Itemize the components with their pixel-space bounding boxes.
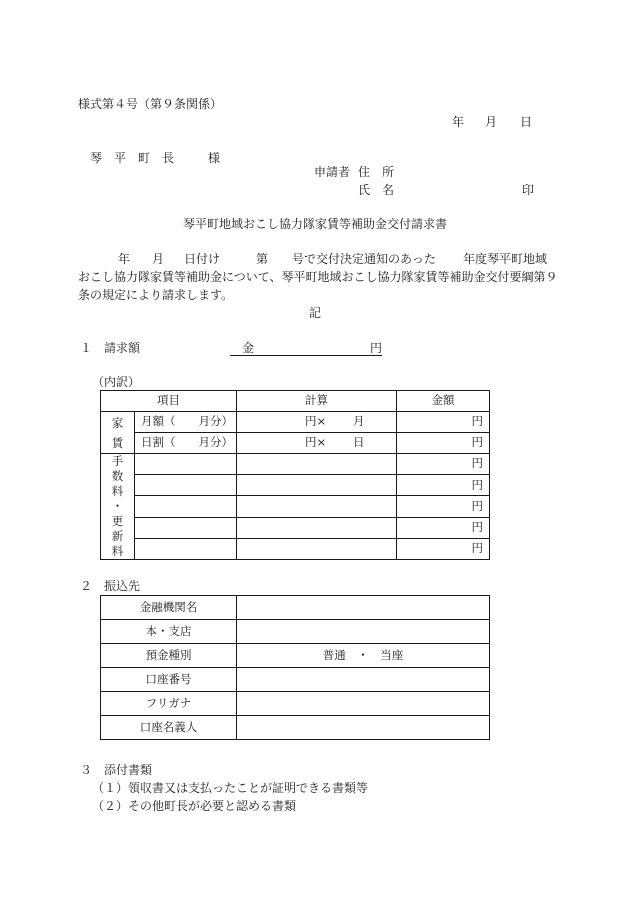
body-month: 月 bbox=[152, 252, 165, 266]
fee-calc-cell bbox=[237, 538, 397, 559]
bank-row-label: 金融機関名 bbox=[101, 596, 237, 620]
fee-calc-cell bbox=[237, 454, 397, 475]
bank-row-value bbox=[237, 668, 490, 692]
section-1-heading: １ 請求額 bbox=[80, 341, 141, 355]
bank-row bbox=[101, 668, 490, 692]
seal-mark: 印 bbox=[522, 183, 535, 197]
body-line-2: おこし協力隊家賃等補助金について、琴平町地域おこし協力隊家賃等補助金交付要綱第９ bbox=[78, 270, 558, 284]
account-type-options: 普通 ・ 当座 bbox=[237, 644, 490, 668]
body-fiscal-year-text: 年度琴平町地域 bbox=[463, 252, 548, 266]
attachment-item: （２）その他町長が必要と認める書類 bbox=[92, 799, 297, 813]
header-item: 項目 bbox=[101, 391, 237, 412]
section-2-heading: ２ 振込先 bbox=[80, 579, 141, 593]
body-line-3: 条の規定により請求します。 bbox=[78, 288, 234, 302]
applicant-label: 申請者 bbox=[314, 165, 351, 179]
bank-table bbox=[100, 595, 490, 740]
rent-daily-calc: 円× 日 bbox=[237, 433, 397, 454]
rent-label: 家 賃 bbox=[101, 412, 135, 454]
date-month-label: 月 bbox=[485, 115, 498, 129]
body-number-prefix: 第 bbox=[256, 252, 269, 266]
bank-row-value bbox=[237, 692, 490, 716]
addressee-name: 琴 平 町 長 bbox=[90, 151, 175, 165]
attachment-item: （１）領収書又は支払ったことが証明できる書類等 bbox=[92, 781, 369, 795]
breakdown-caption: （内訳） bbox=[92, 375, 141, 389]
bank-row bbox=[101, 644, 490, 668]
amount-line bbox=[230, 341, 382, 356]
fee-amount: 円 bbox=[397, 496, 490, 517]
body-notice-text: 号で交付決定通知のあった bbox=[292, 252, 436, 266]
header-amount: 金額 bbox=[397, 391, 490, 412]
fee-calc-cell bbox=[237, 517, 397, 538]
fee-amount: 円 bbox=[397, 538, 490, 559]
header-calc: 計算 bbox=[237, 391, 397, 412]
bank-row-label: 預金種別 bbox=[101, 644, 237, 668]
amount-prefix: 金 bbox=[242, 341, 255, 355]
rent-daily-amount: 円 bbox=[397, 433, 490, 454]
fee-amount: 円 bbox=[397, 475, 490, 496]
fee-item-cell bbox=[135, 538, 237, 559]
document-title: 琴平町地域おこし協力隊家賃等補助金交付請求書 bbox=[182, 217, 447, 231]
fee-row bbox=[101, 475, 490, 496]
bank-row bbox=[101, 692, 490, 716]
rent-monthly-calc: 円× 月 bbox=[237, 412, 397, 433]
amount-suffix: 円 bbox=[370, 341, 383, 355]
fee-item-cell bbox=[135, 496, 237, 517]
fee-row bbox=[101, 517, 490, 538]
breakdown-header-row bbox=[101, 391, 490, 412]
breakdown-table bbox=[100, 390, 490, 560]
bank-row-label: フリガナ bbox=[101, 692, 237, 716]
bank-row-value bbox=[237, 716, 490, 740]
bank-row-value bbox=[237, 596, 490, 620]
bank-row bbox=[101, 716, 490, 740]
bank-row-label: 口座番号 bbox=[101, 668, 237, 692]
rent-row-monthly bbox=[101, 412, 490, 433]
rent-row-daily bbox=[101, 433, 490, 454]
date-year-label: 年 bbox=[452, 115, 465, 129]
fee-calc-cell bbox=[237, 475, 397, 496]
addressee-honorific: 様 bbox=[208, 151, 221, 165]
fee-row bbox=[101, 454, 490, 475]
section-3-heading: ３ 添付書類 bbox=[80, 763, 153, 777]
ki-mark: 記 bbox=[309, 306, 322, 320]
applicant-address-label: 住 所 bbox=[358, 165, 395, 179]
body-date-suffix: 日付け bbox=[184, 252, 221, 266]
fee-item-cell bbox=[135, 517, 237, 538]
fee-item-cell bbox=[135, 475, 237, 496]
rent-daily-item: 日割（ 月分） bbox=[135, 433, 237, 454]
fee-amount: 円 bbox=[397, 454, 490, 475]
bank-row bbox=[101, 596, 490, 620]
date-day-label: 日 bbox=[520, 115, 533, 129]
rent-monthly-amount: 円 bbox=[397, 412, 490, 433]
fee-item-cell bbox=[135, 454, 237, 475]
fee-amount: 円 bbox=[397, 517, 490, 538]
fee-row bbox=[101, 496, 490, 517]
bank-row-label: 口座名義人 bbox=[101, 716, 237, 740]
bank-row-label: 本・支店 bbox=[101, 620, 237, 644]
applicant-name-label: 氏 名 bbox=[358, 183, 395, 197]
bank-row-value bbox=[237, 620, 490, 644]
fee-row bbox=[101, 538, 490, 559]
bank-row bbox=[101, 620, 490, 644]
rent-monthly-item: 月額（ 月分） bbox=[135, 412, 237, 433]
fee-label: 手 数 料 ・ 更 新 料 bbox=[101, 454, 135, 560]
body-year: 年 bbox=[118, 252, 131, 266]
form-number: 様式第４号（第９条関係） bbox=[78, 97, 223, 111]
fee-calc-cell bbox=[237, 496, 397, 517]
